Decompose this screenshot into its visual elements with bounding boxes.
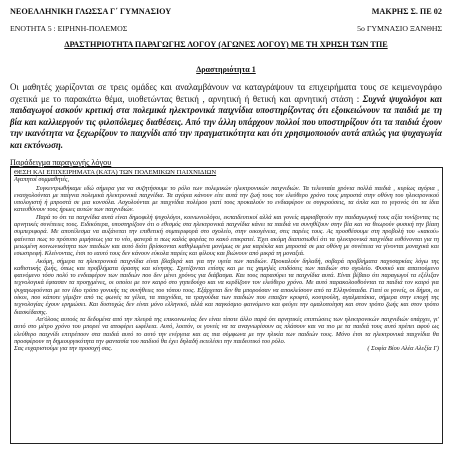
essay-paragraph-2: Παρά το ότι τα παιχνίδια αυτά είναι δημοφιλή ψυχολόγοι, κοινωνιολόγοι, εκπαιδευτικοί αλλά και γονείς αμφισβητούν την παιδαγωγική τους αξία τονίζοντας τις αρνητικές συνέπειες τους. Ειδικότερα, υποστηρίζουν ότι ο εθισμός στα ηλεκτρονικά παιχνίδια κάνει τα παιδιά να συνηθίζουν στην βία και να θεωρούν φυσική την βίαιη συμπεριφορά. Με αποτέλεσμα να αυξάνεται την επιθετική συμπεριφορά στο σχολείο, στην οικογένεια, στις παρέες τους. Ας προσθέσουμε στη προβολή του «κακού» φαίνεται πως το πρότυπο μιμήσεως για το νέο, φανερά τι πως καλός φορέας το κακό επικρατεί. Έχει ακόμη διαπιστωθεί ότι τα ηλεκτρονικά παιχνίδια ευθύνονται για τη μειωμένη κοινωνικότητα των παιδιών και αυτό διότι βρίσκονται καθηλωμένα μονίμως σε μια καρέκλα και μπροστά σε μια οθόνη με συνέπεια να γίνονται μοναχικά και εσωστρεφή. Κλείνοντας, έτσι το εαυτό τους δεν κάνουν εύκολα παρέες και φίλους και βιώνουν από μικρά τη μοναξιά. xyxy=(14,213,439,258)
activity-heading xyxy=(0,65,452,74)
essay-paragraph-1: Συγκεντρωθήκαμε εδώ σήμερα για να συζητήσουμε το ρόλο των πολεμικών ηλεκτρονικών παιχνιδιών. Τα τελευταία χρόνια πολλά παιδιά , κυρίως αγόρια , ενασχολούνται με παίγνια πολεμικά ηλεκτρονικά παιχνίδια. Τα αγόρια κάνουν είτε αυτά την ζωή τους τον ελεύθερο χρόνο τους μπροστά στην οθόνη του ηλεκτρονικού υπολογιστή ή μπροστά σε μια κονσόλα. Ασχολούνται με παιχνίδια πολέμου γιατί τους προκαλούν το ενδιαφέρον οι συγκρούσεις, τα όπλα και το γεγονός ότι τα ίδια κατευθύνουν τους ήρωες αυτών των παιχνιδιών. xyxy=(14,184,439,214)
header-row-1 xyxy=(10,7,442,16)
page-title: ΔΡΑΣΤΗΡΙΟΤΗΤΑ ΠΑΡΑΓΩΓΗΣ ΛΟΓΟΥ (ΑΓΩΝΕΣ ΛΟΓΟΥ) ΜΕ ΤΗ ΧΡΗΣΗ ΤΩΝ ΤΠΕ xyxy=(64,40,388,49)
course-title: ΝΕΟΕΛΛΗΝΙΚΗ ΓΛΩΣΣΑ Γ΄ ΓΥΜΝΑΣΙΟΥ xyxy=(10,7,172,16)
activity-label: Δραστηριότητα 1 xyxy=(196,65,256,74)
unit-label: ΕΝΟΤΗΤΑ 5 : ΕΙΡΗΝΗ-ΠΟΛΕΜΟΣ xyxy=(10,24,128,33)
essay-footer xyxy=(14,345,439,352)
essay-box xyxy=(10,167,443,444)
school-name: 5ο ΓΥΜΝΑΣΙΟ ΞΑΝΘΗΣ xyxy=(357,24,442,33)
essay-paragraph-3: Ακόμη, σήμερα τα ηλεκτρονικά παιχνίδια είναι βλαβερά και για την υγεία των παιδιών. Προκαλούν δηλαδή, σοβαρά προβλήματα παχυσαρκίας λόγω της καθιστικής ζωής, όπως και προβλήματα όρασης και κίνησης. Σχετίζονται επίσης και με τις χαμηλές επιδόσεις των παιδιών στο σχολείο. Φυσικό και απαιτούμενο φαινόμενο τόσο πολύ το ενδιαφέρον των παιδιών που δεν μένει χρόνος για διάβασμα. Και τους παρασύρει τα παιχνίδια αυτά. Είναι βέβαιο ότι παραγωγοί τα εξέλιξαν τεχνολογικά έφτασαν τα προηγμένες, οι οποίοι με τον καιρό στο γηπεδούχο και να κερδίζουν τον ελεύθερο χρόνο. Με αυτό παρακολουθούνται τα παιδιά τον καιρό για ψυχαγωγούνται με τον ίδιο τρόπο γονικής τις συνήθειες του τόπου τους. Εξάρχεται δεν θα μπορούσαν να αποκλείσουν από τα Ελληνόπαιδα. Γιατί οι γονείς, οι δήμοι, οι οίκοι, που κάποτε γέμιζαν από τις φωνές τα γέλια, τα παιχνίδια, τα τραγούδια των παιδιών που επαιζαν κρυφτό, κουτρούλη, αγαλματάκια, σήμερα στην εποχή της τεχνολογίας έχουν ερημώσει. Και δυστυχώς δεν είναι μόνο ελληνικό, αλλά και παγκόσμιο φαινόμενο και φεύγει την ομαλοποίηση και στον τρόπο ζωής και στον τρόπο διασκέδασης. xyxy=(14,257,439,316)
header-row-2 xyxy=(10,24,442,33)
intro-text: Οι μαθητές χωρίζονται σε τρεις ομάδες και αναλαμβάνουν να καταγράψουν τα επιχειρήματα τους σε κειμενογράφο σχετικά με το παρακάτω θέμα, υιοθετώντας θετική , αρνητική ή θετική και αρνητική στάση : xyxy=(10,82,442,104)
intro-paragraph xyxy=(10,82,442,152)
intro-topic: Συχνά ψυχολόγοι και παιδαγωγοί ασκούν κριτική στα πολεμικά ηλεκτρονικά παιχνίδια υποστηρίζοντας ότι εξοικειώνουν τα παιδιά με τη βία και καλλιεργούν τις φιλοπόλεμες διαθέσεις. Από την άλλη υπάρχουν πολλοί που υποστηρίζουν ότι τα παιδιά έχουν την ικανότητα να ξεχωρίζουν το παιχνίδι από την πραγματικότητα και ότι χρησιμοποιούν αυτά απλώς για ψυχαγωγία και εκτόνωση. xyxy=(10,93,442,150)
example-label: Παράδειγμα παραγωγής λόγου xyxy=(10,158,112,167)
essay-greeting: Αγαπητοί συμμαθητές, xyxy=(14,176,70,184)
essay-paragraph-4: Απ'όλους αυτούς τα δεδομένα από την πλευρά της επικοινωνίας δεν είναι τίποτε άλλο παρά ότι αρνητικές επιπτώσεις των ηλεκτρονικών παιχνιδιών υπάρχει, γι' αυτό στο μέτρο χρόνο του μπορεί να αποφέρει ωφέλεια. Αυτό, λοιπόν, οι γονείς να τα αναγνωρίσουν ας πλάσουν και να πιο με τα παιδιά τους αυτό πρέπει αφού ως ελεύθερο παιχνίδι επιτρέπουν στα παιδιά αυτό το αυτό την ενέργεια και ας πια σύμφωνα με την ηλικία των παιδιών τους. Μόνο έτσι τα ηλεκτρονικά παιχνίδια θα προσφέρουν τη δημιουργικότητα την φαντασία του παιδιού θα έχει δηλαδή εκτελέσει την παιδευτικό του ρόλο. xyxy=(14,315,439,345)
essay-title: ΘΕΣΗ ΚΑΙ ΕΠΙΧΕΙΡΗΜΑΤΑ (ΚΑΤΑ) ΤΩΝ ΠΟΛΕΜΙΚΩΝ ΠΑΙΧΝΙΔΙΩΝ xyxy=(14,169,217,176)
essay-signature: ( Σοφία Βίου Αλέα Αλεξία Γ) xyxy=(367,345,439,353)
essay-closing: Σας ευχαριστούμε για την προσοχή σας. xyxy=(14,345,113,353)
teacher-name: ΜΑΚΡΗΣ Σ. ΠΕ 02 xyxy=(371,7,442,16)
